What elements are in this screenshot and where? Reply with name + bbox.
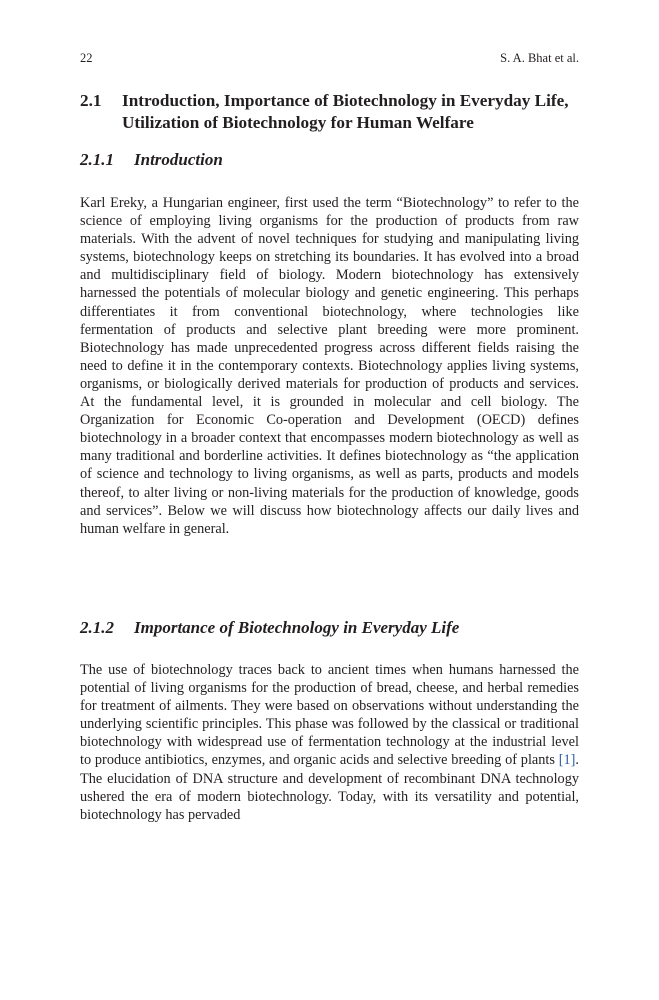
paragraph-text: The use of biotechnology traces back to ancient times when humans harnessed the potential of living organisms for the production of bread, cheese, and herbal remedies for treatment of ailments. They were based on observations without understanding the underlying scientific principles. This phase was followed by the classical or traditional biotechnology with widespread use of fermentation technology at the industrial level to produce antibiotics, enzymes, and organic acids and selective breeding of plants	[80, 662, 579, 769]
subsection-heading-introduction	[80, 149, 579, 171]
subsection-number: 2.1.2	[80, 618, 114, 637]
paragraph-text: . The elucidation of DNA structure and development of recombinant DNA technology ushered the era of modern biotechnology. Today, with its versatility and potential, biotechnology has pervaded	[80, 752, 579, 823]
section-number: 2.1	[80, 91, 102, 110]
introduction-paragraph: Karl Ereky, a Hungarian engineer, first used the term “Biotechnology” to refer to the science of employing living organisms for the production of products from raw materials. With the advent of novel techniques for studying and manipulating living systems, biotechnology keeps on stretching its boundaries. It has evolved into a broad and multidisciplinary field of biology. Modern biotechnology has extensively harnessed the potentials of molecular biology and genetic engineering. This perhaps differentiates it from conventional biotechnology, where technologies like fermentation of products and selective plant breeding were more prominent. Biotechnology has made unprecedented progress across different fields raising the need to define it in the contemporary contexts. Biotechnology applies living systems, organisms, or biologically derived materials for production of products and services. At the fundamental level, it is grounded in molecular and cell biology. The Organization for Economic Co-operation and Development (OECD) defines biotechnology in a broader context that encompasses modern biotechnology as well as many traditional and borderline activities. It defines biotechnology as “the application of science and technology to living organisms, as well as parts, products and models thereof, to alter living or non-living materials for the production of knowledge, goods and services”. Below we will discuss how biotechnology affects our daily lives and human welfare in general.	[80, 195, 579, 537]
subsection-heading-importance	[80, 617, 579, 639]
subsection-title: Introduction	[134, 150, 223, 169]
page-number: 22	[80, 51, 93, 65]
importance-paragraph	[80, 661, 579, 824]
subsection-number: 2.1.1	[80, 150, 114, 169]
running-head	[80, 51, 579, 67]
section-title: Introduction, Importance of Biotechnology in Everyday Life, Utilization of Biotechnology for Human Welfare	[122, 91, 569, 132]
citation-link[interactable]: [1]	[558, 752, 576, 769]
section-heading	[80, 90, 579, 134]
subsection-title: Importance of Biotechnology in Everyday Life	[134, 618, 460, 637]
running-head-authors: S. A. Bhat et al.	[500, 51, 579, 65]
